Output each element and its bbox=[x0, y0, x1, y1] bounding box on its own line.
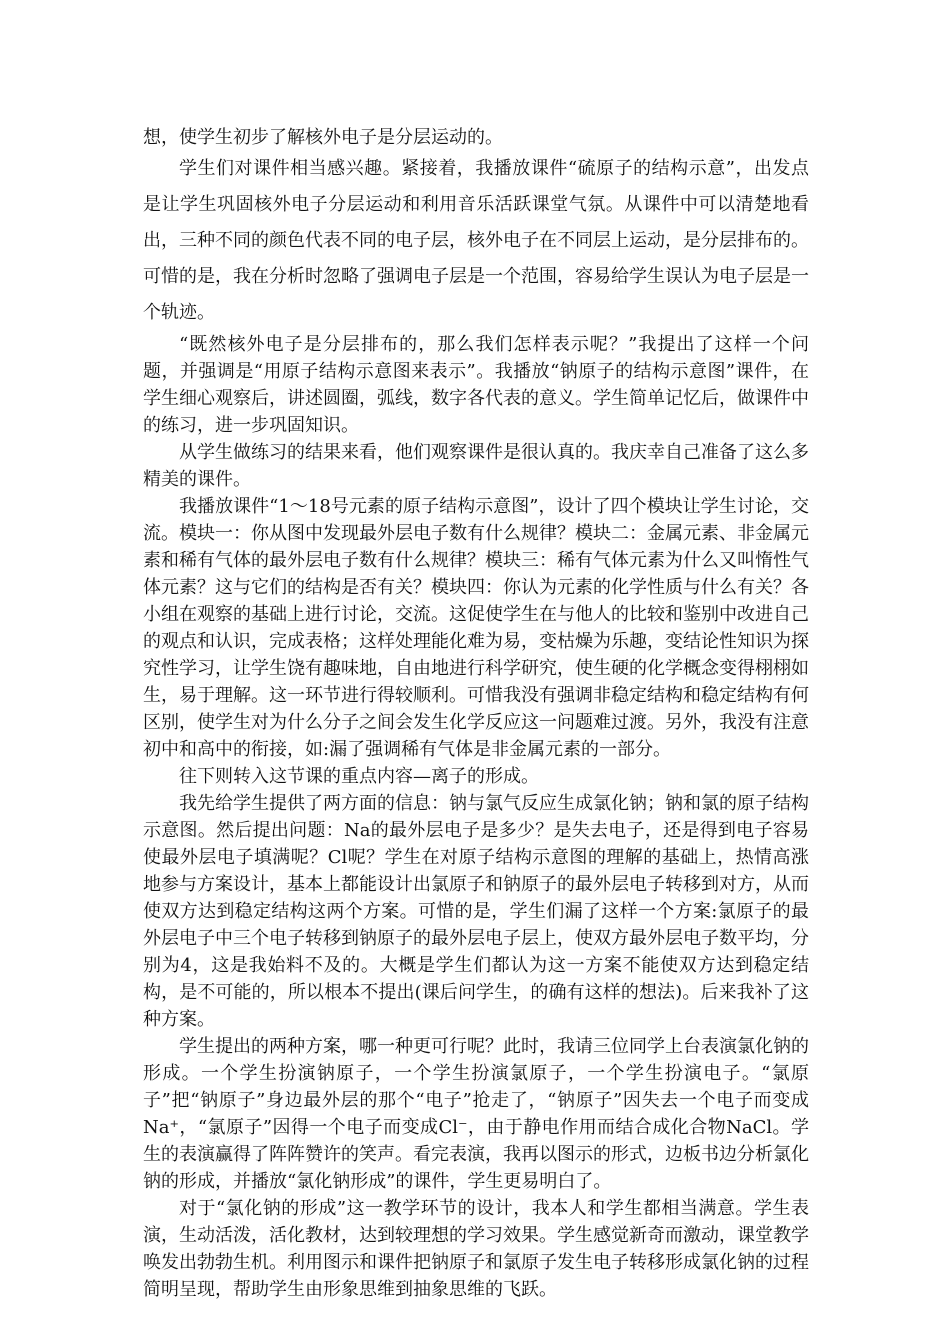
paragraph-3: “既然核外电子是分层排布的，那么我们怎样表示呢？”我提出了这样一个问题，并强调是“用原子结构示意图来表示”。我播放“钠原子的结构示意图”课件，在学生细心观察后，讲述圆圈，弧线，数字各代表的意义。学生简单记忆后，做课件中的练习，进一步巩固知识。 bbox=[143, 334, 809, 436]
paragraph-1: 想，使学生初步了解核外电子是分层运动的。 bbox=[143, 127, 503, 148]
paragraph-8: 学生提出的两种方案，哪一种更可行呢？此时，我请三位同学上台表演氯化钠的形成。一个学生扮演钠原子，一个学生扮演氯原子，一个学生扮演电子。“氯原子”把“钠原子”身边最外层的那个“电子”抢走了，“钠原子”因失去一个电子而变成Na⁺，“氯原子”因得一个电子而变成Cl⁻，由于静电作用而结合成化合物NaCl。学生的表演赢得了阵阵赞许的笑声。看完表演，我再以图示的形式，边板书边分析氯化钠的形成，并播放“氯化钠形成”的课件，学生更易明白了。 bbox=[143, 1036, 809, 1192]
document-body bbox=[143, 124, 809, 1303]
paragraph-6: 往下则转入这节课的重点内容—离子的形成。 bbox=[179, 766, 539, 787]
paragraph-2: 学生们对课件相当感兴趣。紧接着，我播放课件“硫原子的结构示意”，出发点是让学生巩固核外电子分层运动和利用音乐活跃课堂气氛。从课件中可以清楚地看出，三种不同的颜色代表不同的电子层，核外电子在不同层上运动，是分层排布的。可惜的是，我在分析时忽略了强调电子层是一个范围，容易给学生误认为电子层是一个轨迹。 bbox=[143, 158, 809, 323]
paragraph-5: 我播放课件“1～18号元素的原子结构示意图”，设计了四个模块让学生讨论，交流。模块一：你从图中发现最外层电子数有什么规律？模块二：金属元素、非金属元素和稀有气体的最外层电子数有什么规律？模块三：稀有气体元素为什么又叫惰性气体元素？这与它们的结构是否有关？模块四：你认为元素的化学性质与什么有关？各小组在观察的基础上进行讨论，交流。这促使学生在与他人的比较和鉴别中改进自己的观点和认识，完成表格；这样处理能化难为易，变枯燥为乐趣，变结论性知识为探究性学习，让学生饶有趣味地，自由地进行科学研究，使生硬的化学概念变得栩栩如生，易于理解。这一环节进行得较顺利。可惜我没有强调非稳定结构和稳定结构有何区别，使学生对为什么分子之间会发生化学反应这一问题难过渡。另外，我没有注意初中和高中的衔接，如:漏了强调稀有气体是非金属元素的一部分。 bbox=[143, 496, 809, 760]
paragraph-7: 我先给学生提供了两方面的信息：钠与氯气反应生成氯化钠；钠和氯的原子结构示意图。然后提出问题：Na的最外层电子是多少？是失去电子，还是得到电子容易使最外层电子填满呢？Cl呢？学生在对原子结构示意图的理解的基础上，热情高涨地参与方案设计，基本上都能设计出氯原子和钠原子的最外层电子转移到对方，从而使双方达到稳定结构这两个方案。可惜的是，学生们漏了这样一个方案:氯原子的最外层电子中三个电子转移到钠原子的最外层电子层上，使双方最外层电子数平均，分别为4，这是我始料不及的。大概是学生们都认为这一方案不能使双方达到稳定结构，是不可能的，所以根本不提出(课后问学生，的确有这样的想法)。后来我补了这种方案。 bbox=[143, 793, 809, 1030]
paragraph-9: 对于“氯化钠的形成”这一教学环节的设计，我本人和学生都相当满意。学生表演，生动活泼，活化教材，达到较理想的学习效果。学生感觉新奇而激动，课堂教学唤发出勃勃生机。利用图示和课件把钠原子和氯原子发生电子转移形成氯化钠的过程简明呈现，帮助学生由形象思维到抽象思维的飞跃。 bbox=[143, 1198, 809, 1300]
paragraph-4: 从学生做练习的结果来看，他们观察课件是很认真的。我庆幸自己准备了这么多精美的课件。 bbox=[143, 442, 809, 490]
